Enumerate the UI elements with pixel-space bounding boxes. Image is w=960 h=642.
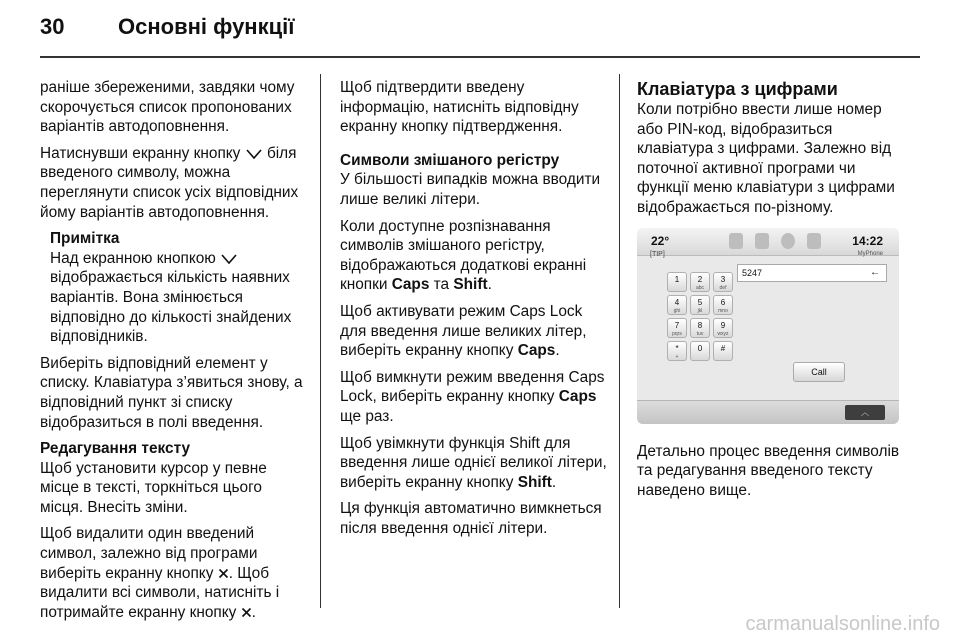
paragraph: Виберіть відповідний елемент у списку. Клавіатура з’явиться знову, а відповідний пункт зі списку відобразиться в полі введення. (40, 354, 303, 431)
note-block (50, 229, 308, 347)
column-2 (340, 78, 608, 545)
chevron-up-icon: ︿ (845, 405, 885, 420)
paragraph: Щоб видалити один введений символ, залежно від програми виберіть екранну кнопку . Щоб видалити всі символи, натисніть і потримайте екранну кнопку . (40, 525, 280, 621)
note-title: Примітка (50, 230, 120, 248)
keypad-key: 3 def (713, 272, 733, 292)
bottom-bar (637, 400, 899, 424)
paragraph: Коли доступне розпізнавання символів змішаного регістру, відображаються додаткові екранні кнопки Caps та Shift. (340, 217, 587, 294)
keypad-key: * + (667, 341, 687, 361)
column-3 (637, 78, 905, 507)
paragraph: Щоб підтвердити введену інформацію, натисніть відповідну екранну кнопку підтвердження. (340, 79, 579, 136)
paragraph: Щоб установити курсор у певне місце в тексті, торкніться цього місця. Внесіть зміни. (40, 459, 267, 516)
paragraph: Щоб активувати режим Caps Lock для введення лише великих літер, виберіть екранну кнопку Caps. (340, 302, 587, 360)
section-heading-numeric-keypad: Клавіатура з цифрами (637, 79, 838, 99)
number-entry-field: 5247 ← (737, 264, 887, 282)
phone-icon (755, 233, 769, 249)
keypad-key: 0 (690, 341, 710, 361)
keypad-key: 4 ghi (667, 295, 687, 315)
close-icon (241, 607, 252, 618)
chevron-down-icon (220, 253, 238, 265)
close-icon (218, 568, 229, 579)
watermark: carmanualsonline.info (745, 613, 940, 635)
note-text: Над екранною кнопкою відображається кількість наявних варіантів. Вона змінюється відповідно до кількості знайдених відповідників. (50, 249, 292, 346)
column-divider-1 (320, 74, 321, 608)
keypad-key: 9 wxyz (713, 318, 733, 338)
column-divider-2 (619, 74, 620, 608)
keypad-key: # (713, 341, 733, 361)
caps-label: Caps (558, 388, 597, 406)
chevron-down-icon (245, 148, 263, 160)
caps-label: Caps (517, 342, 556, 360)
keypad-key: 5 jkl (690, 295, 710, 315)
page-number: 30 (40, 14, 65, 39)
shift-label: Shift (517, 473, 552, 491)
paragraph: Детально процес введення символів та редагування введеного тексту наведено вище. (637, 442, 900, 499)
keypad-key: 6 mno (713, 295, 733, 315)
music-icon (729, 233, 743, 249)
keypad-key: 1 (667, 272, 687, 292)
column-1 (40, 78, 308, 629)
keypad-key: 7 pqrs (667, 318, 687, 338)
numeric-keypad (667, 272, 733, 361)
keypad-screenshot (637, 228, 899, 424)
paragraph: раніше збереженими, завдяки чому скорочується список пропонованих варіантів автодоповнення. (40, 79, 295, 136)
clock: 14:22 (852, 233, 883, 248)
caps-label: Caps (391, 276, 430, 294)
paragraph: Ця функція автоматично вимкнеться після введення однієї літери. (340, 500, 602, 537)
header-rule (40, 56, 920, 58)
paragraph: Щоб вимкнути режим введення Caps Lock, виберіть екранну кнопку Caps ще раз. (340, 368, 605, 425)
temperature: 22° (651, 233, 670, 248)
shift-label: Shift (453, 276, 488, 294)
page-header (40, 14, 294, 40)
paragraph: Натиснувши екранну кнопку біля введеного символу, можна переглянути список усіх відповідних йому варіантів автодоповнення. (40, 144, 299, 221)
section-heading-mixed-case: Символи змішаного регістру (340, 151, 560, 169)
paragraph: У більшості випадків можна вводити лише великі літери. (340, 171, 601, 208)
backspace-icon: ← (870, 266, 880, 278)
keypad-key: 2 abc (690, 272, 710, 292)
app-tabs (729, 233, 821, 249)
keypad-key: 8 tuv (690, 318, 710, 338)
nav-icon (781, 233, 795, 249)
status-bar (637, 228, 899, 256)
settings-icon (807, 233, 821, 249)
section-heading-edit: Редагування тексту (40, 440, 191, 458)
tip-label: [TIP] (650, 250, 665, 258)
paragraph: Коли потрібно ввести лише номер або PIN-код, відобразиться клавіатура з цифрами. Залежно від поточної активної програми чи функції меню клавіатури з цифрами відображається по-різному. (637, 101, 895, 216)
page-title: Основні функції (118, 14, 295, 39)
phone-name: MyPhone (857, 250, 883, 257)
call-button: Call (793, 362, 845, 382)
paragraph: Щоб увімкнути функція Shift для введення лише однієї великої літери, виберіть екранну кнопку Shift. (340, 434, 607, 491)
